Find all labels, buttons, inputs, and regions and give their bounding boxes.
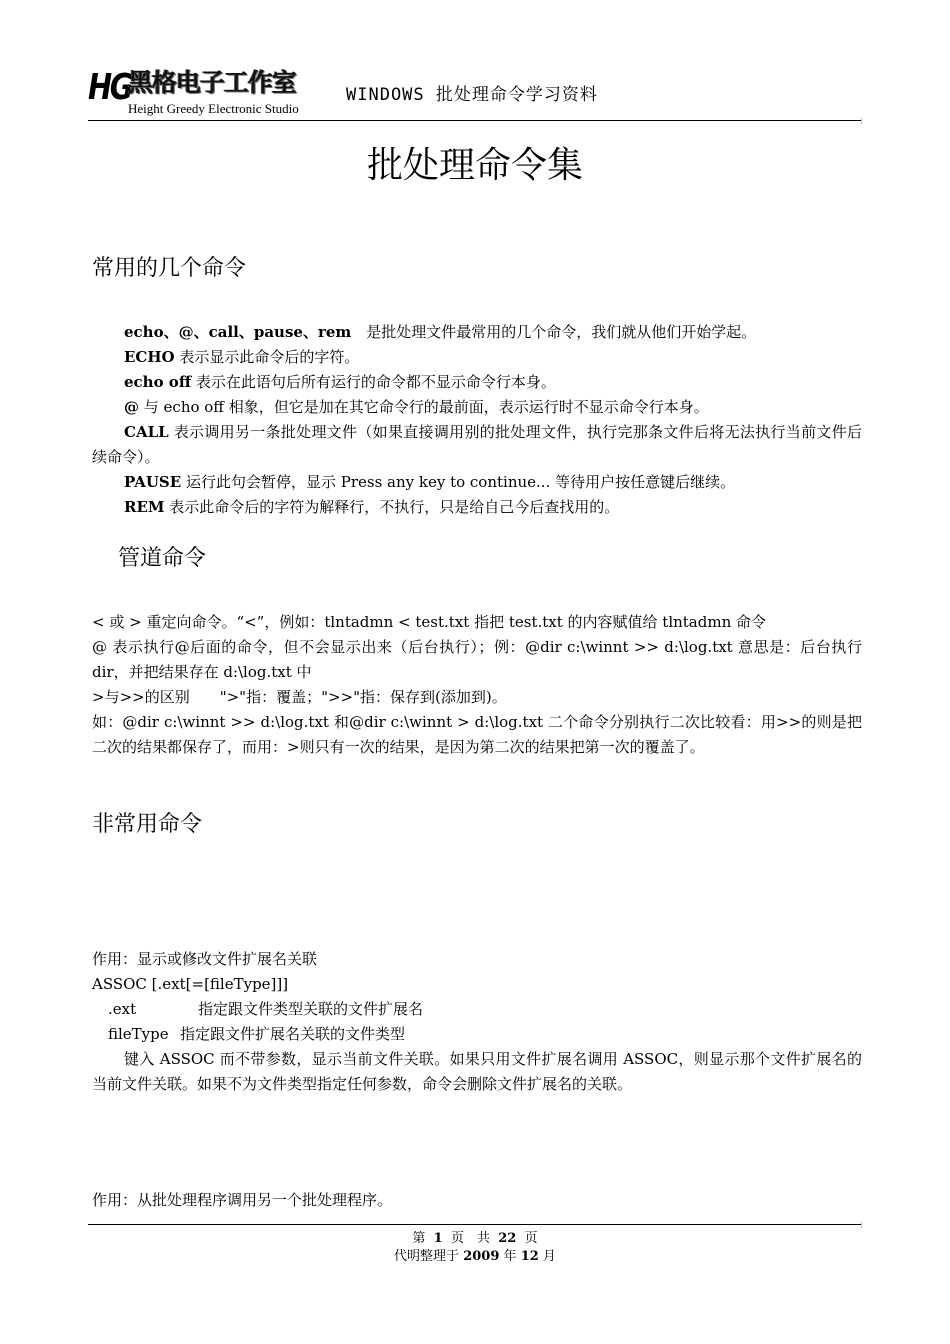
pipe-line-at: @ 表示执行@后面的命令，但不会显示出来（后台执行）；例：@dir c:\winnt >> d:\log.txt 意思是：后台执行 dir，并把结果存在 d:\log.txt 中 <box>92 638 862 681</box>
assoc-syntax: ASSOC [.ext[=[fileType]]] <box>92 975 289 993</box>
command-desc: 与 echo off 相象，但它是加在其它命令行的最前面，表示运行时不显示命令行本身。 <box>139 398 709 416</box>
logo-mark: HG <box>88 67 131 108</box>
footer-rule <box>88 1224 862 1225</box>
header-title: WINDOWS 批处理命令学习资料 <box>346 85 598 105</box>
command-desc: 运行此句会暂停，显示 Press any key to continue... 等待用户按任意键后继续。 <box>181 473 736 491</box>
assoc-usage: 作用：显示或修改文件扩展名关联 <box>92 950 318 968</box>
logo-chinese-text: 黑格电子工作室 <box>128 68 297 97</box>
common-line-rem <box>124 495 619 520</box>
command-name: echo、@、call、pause、rem <box>124 323 352 341</box>
command-desc: 表示显示此命令后的字符。 <box>174 348 360 366</box>
command-name: echo off <box>124 373 192 391</box>
page-mid: 页 共 <box>450 1231 490 1246</box>
footer-rule-tick <box>861 1222 862 1228</box>
common-line-intro <box>124 320 756 345</box>
credit-prefix: 代明整理于 <box>394 1249 460 1264</box>
pipe-line-difference: >与>>的区别 ">"指：覆盖；">>"指：保存到(添加到)。 <box>92 688 507 706</box>
assoc-param-ext-desc: 指定跟文件类型关联的文件扩展名 <box>198 1000 424 1018</box>
section-heading-pipe: 管道命令 <box>118 546 207 571</box>
command-desc: 表示此命令后的字符为解释行，不执行，只是给自己今后查找用的。 <box>164 498 620 516</box>
pipe-line-redirect: < 或 > 重定向命令。“<”，例如：tlntadmn < test.txt 指把 test.txt 的内容赋值给 tlntadmn 命令 <box>92 613 767 631</box>
current-page: 1 <box>433 1231 443 1246</box>
credit-year: 2009 <box>463 1249 500 1264</box>
command-desc: 表示在此语句后所有运行的命令都不显示命令行本身。 <box>191 373 556 391</box>
call-usage: 作用：从批处理程序调用另一个批处理程序。 <box>92 1191 393 1209</box>
common-line-pause <box>124 470 735 495</box>
command-name: @ <box>124 398 139 416</box>
command-name: ECHO <box>124 348 175 366</box>
command-name: REM <box>124 498 165 516</box>
section-heading-common: 常用的几个命令 <box>92 256 247 281</box>
common-line-echo-off <box>124 370 556 395</box>
assoc-param-filetype-name: fileType <box>108 1025 169 1043</box>
assoc-description: 键入 ASSOC 而不带参数，显示当前文件关联。如果只用文件扩展名调用 ASSOC，则显示那个文件扩展名的当前文件关联。如果不为文件类型指定任何参数，命令会删除文件扩展名的关联。 <box>92 1050 862 1093</box>
year-unit: 年 <box>503 1249 517 1264</box>
header-rule-tick <box>861 118 862 124</box>
total-pages: 22 <box>498 1231 517 1246</box>
command-desc: 表示调用另一条批处理文件（如果直接调用别的批处理文件，执行完那条文件后将无法执行当前文件后续命令）。 <box>92 423 862 466</box>
month-unit: 月 <box>542 1249 556 1264</box>
common-line-at <box>124 395 709 420</box>
common-line-echo <box>124 345 359 370</box>
section-heading-uncommon: 非常用命令 <box>92 812 203 837</box>
pipe-line-example: 如：@dir c:\winnt >> d:\log.txt 和@dir c:\winnt > d:\log.txt 二个命令分别执行二次比较看：用>>的则是把二次的结果都保存了，而用：>则只有一次的结果，是因为第二次的结果把第一次的覆盖了。 <box>92 713 862 756</box>
assoc-param-filetype-desc: 指定跟文件扩展名关联的文件类型 <box>180 1025 406 1043</box>
page-prefix: 第 <box>412 1231 426 1246</box>
document-title: 批处理命令集 <box>366 145 583 186</box>
credit-month: 12 <box>520 1249 539 1264</box>
credit-line <box>0 1248 950 1266</box>
command-desc: 是批处理文件最常用的几个命令，我们就从他们开始学起。 <box>351 323 757 341</box>
logo-english-text: Height Greedy Electronic Studio <box>128 101 299 116</box>
assoc-param-ext-name: .ext <box>108 1000 137 1018</box>
command-name: CALL <box>124 423 169 441</box>
page-number <box>0 1230 950 1248</box>
page-suffix: 页 <box>524 1231 538 1246</box>
common-line-call <box>92 420 862 470</box>
command-name: PAUSE <box>124 473 182 491</box>
header-rule <box>88 120 862 121</box>
